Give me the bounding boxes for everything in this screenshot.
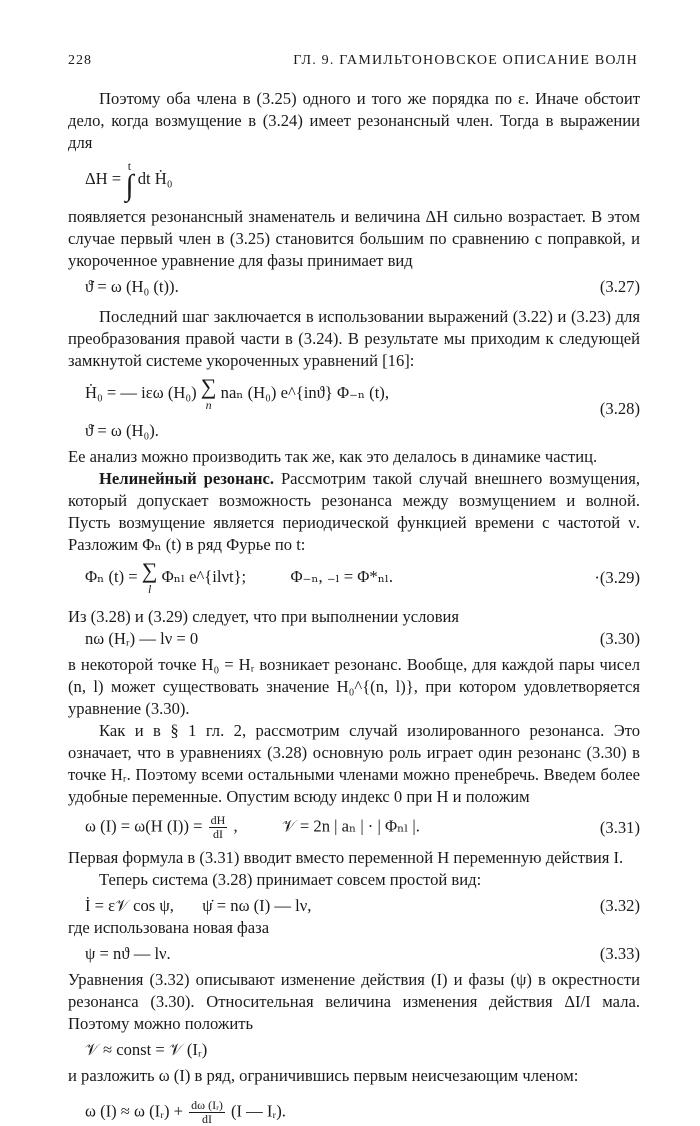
running-title: ГЛ. 9. ГАМИЛЬТОНОВСКОЕ ОПИСАНИЕ ВОЛН <box>293 53 638 68</box>
equation-3-29-second: Φ₋ₙ, ₋ₗ = Φ*ₙₗ. <box>290 566 394 586</box>
paragraph-8: Как и в § 1 гл. 2, рассмотрим случай изолированного резонанса. Это означает, что в уравнениях (3.28) основную роль играет один резонанс (3.30) в точке Hᵣ. Поэтому всеми остальными членами можно пренебречь. Введем более удобные переменные. Опустим всюду индекс 0 при H и положим <box>68 721 640 806</box>
equation-3-29 <box>68 560 640 596</box>
equation-3-32-second: ψ̇ = nω (I) — lν, <box>202 896 312 915</box>
equation-3-27 <box>68 276 640 298</box>
equation-v-const-body: 𝒱 ≈ const = 𝒱 (Iᵣ) <box>85 1040 208 1059</box>
equation-3-32-first: İ = ε𝒱 cos ψ, <box>85 896 174 915</box>
paragraph-6: Из (3.28) и (3.29) следует, что при выполнении условия <box>68 607 460 626</box>
paragraph-9: Первая формула в (3.31) вводит вместо переменной H переменную действия I. <box>68 848 624 867</box>
fraction-numerator: dω (Iᵣ) <box>191 1098 223 1112</box>
omega-expansion-rhs: (I — Iᵣ). <box>230 1101 286 1121</box>
paragraph-2: появляется резонансный знаменатель и величина ΔH сильно возрастает. В этом случае первый член в (3.25) становится большим по сравнению с поправкой, и укороченное уравнение для фазы принимает вид <box>68 207 640 270</box>
equation-3-30 <box>68 628 640 650</box>
sum-index-n: n <box>205 398 212 412</box>
equation-omega-expansion <box>68 1099 640 1126</box>
equation-3-30-body: nω (Hᵣ) — lν = 0 <box>85 629 199 648</box>
fraction-dh-di <box>209 814 228 841</box>
equation-3-29-rhs: Φₙₗ e^{ilνt}; <box>161 566 247 586</box>
equation-3-32-number: (3.32) <box>599 896 640 915</box>
paragraph-5-text: Рассмотрим такой случай внешнего возмущения, который допускает возможность резонанса между возмущением и волной. Пусть возмущение является периодической функцией времени с частотой ν. Разложим Φₙ (t) в ряд Фурье по t: <box>68 469 641 554</box>
equation-3-33-body: ψ = nϑ — lν. <box>85 944 171 963</box>
delta-h-integrand: dt Ḣ₀ <box>137 168 173 188</box>
equation-3-32 <box>68 895 640 917</box>
equation-3-28-line-2: ϑ̇ = ω (H₀). <box>85 421 159 440</box>
equation-3-28-line-1-right: naₙ (H₀) e^{inϑ} Φ₋ₙ (t), <box>220 382 389 402</box>
equation-3-31-second: 𝒱 = 2n | aₙ | · | Φₙₗ |. <box>281 816 420 836</box>
equation-3-31-number: (3.31) <box>599 817 640 837</box>
paragraph-12: Уравнения (3.32) описывают изменение действия (I) и фазы (ψ) в окрестности резонанса (3.30). Относительная величина изменения действия ΔI/I мала. Поэтому можно положить <box>68 970 640 1033</box>
page-body <box>68 88 640 1126</box>
equation-3-31: ω (I) = ω(H (I)) = $\frac{dH}{dI}$ , 𝒱 = 2n | aₙ | · | Φₙₗ |. (3.31) <box>85 813 640 841</box>
sum-index-l: l <box>147 582 152 596</box>
equation-3-27-number: (3.27) <box>599 277 640 296</box>
paragraph-3: Последний шаг заключается в использовании выражений (3.22) и (3.23) для преобразования правой части в (3.24). В результате мы приходим к следующей замкнутой системе укороченных уравнений [16]: <box>68 307 640 370</box>
paragraph-4: Ее анализ можно производить так же, как это делалось в динамике частиц. <box>68 447 598 466</box>
paragraph-10: Теперь система (3.28) принимает совсем простой вид: <box>99 870 482 889</box>
fraction-denominator: dI <box>212 827 223 841</box>
equation-3-30-number: (3.30) <box>599 629 640 648</box>
equation-3-33 <box>68 943 640 965</box>
page-header <box>68 53 638 69</box>
equation-3-33-number: (3.33) <box>599 944 640 963</box>
sum-sign-l: ∑ l <box>141 558 158 596</box>
equation-3-28-line-1-left: Ḣ₀ = — iεω (H₀) <box>85 382 197 402</box>
fraction-numerator: dH <box>210 813 226 827</box>
fraction-denominator: dI <box>201 1112 212 1126</box>
paragraph-7: в некоторой точке H₀ = Hᵣ возникает резонанс. Вообще, для каждой пары чисел (n, l) может существовать значение H₀^{(n, l)}, при котором удовлетворяется уравнение (3.30). <box>68 655 640 718</box>
equation-v-const <box>68 1039 640 1061</box>
equation-delta-h <box>68 160 640 200</box>
equation-3-31-lhs: ω (I) = ω(H (I)) = <box>85 816 203 836</box>
equation-3-28 <box>68 376 640 442</box>
paragraph-13: и разложить ω (I) в ряд, ограничившись первым неисчезающим членом: <box>68 1066 579 1085</box>
paragraph-11: где использована новая фаза <box>68 918 270 937</box>
paragraph-1: Поэтому оба члена в (3.25) одного и того же порядка по ε. Иначе обстоит дело, когда возмущение в (3.24) имеет резонансный член. Тогда в выражении для <box>68 89 640 152</box>
page-number: 228 <box>68 53 92 68</box>
equation-3-28-line-1 <box>85 376 389 412</box>
integral-upper-limit: t <box>127 159 132 173</box>
section-heading-nonlinear-resonance: Нелинейный резонанс. <box>99 469 275 488</box>
equation-3-27-body: ϑ̇ = ω (H₀ (t)). <box>85 277 179 296</box>
sum-sign-n: ∑ n <box>200 374 217 412</box>
equation-3-29-number: ·(3.29) <box>594 568 640 587</box>
omega-expansion-lhs: ω (I) ≈ ω (Iᵣ) + <box>85 1101 184 1121</box>
integral-sign: t ∫ <box>125 159 134 202</box>
delta-h-lhs: ΔH = <box>85 168 122 188</box>
paragraph-5 <box>68 468 640 556</box>
fraction-domega-di <box>189 1099 225 1126</box>
equation-3-28-number: (3.28) <box>599 399 640 418</box>
equation-3-29-lhs: Φₙ (t) = <box>85 566 138 586</box>
